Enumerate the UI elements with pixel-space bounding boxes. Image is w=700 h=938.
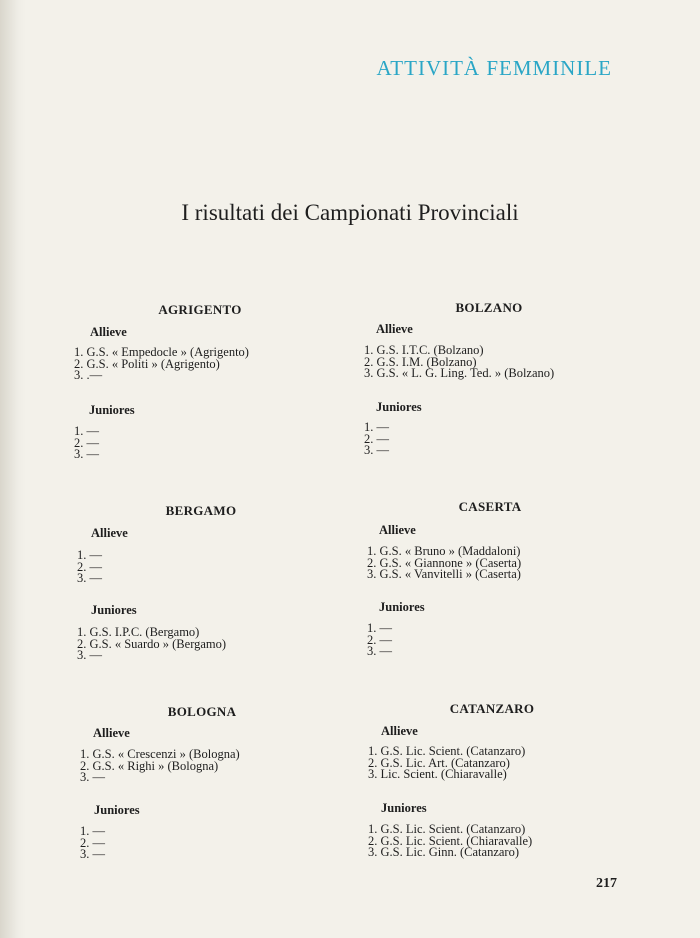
list-item: 1. G.S. I.T.C. (Bolzano)	[364, 343, 484, 357]
list-item: 2. G.S. Lic. Scient. (Chiaravalle)	[368, 833, 533, 848]
province-name: BOLZANO	[455, 300, 523, 315]
ranking-list-juniores	[80, 826, 105, 861]
category-allieve: Allieve	[379, 523, 416, 537]
category-juniores: Juniores	[376, 400, 422, 414]
list-item: 2. —	[364, 431, 389, 446]
province-name: CASERTA	[458, 499, 522, 514]
ranking-list-juniores	[77, 627, 226, 662]
province-block-agrigento	[74, 302, 368, 461]
list-item: 3. —	[77, 571, 102, 585]
ranking-list-juniores	[364, 422, 389, 457]
category-allieve: Allieve	[376, 322, 413, 336]
list-item: 1. G.S. Lic. Scient. (Catanzaro)	[368, 822, 526, 836]
province-name: CATANZARO	[449, 701, 535, 716]
list-item: 3. —	[367, 644, 392, 658]
category-juniores: Juniores	[94, 803, 140, 817]
list-item: 2. G.S. « Politi » (Agrigento)	[74, 356, 220, 371]
list-item: 3. —	[80, 770, 105, 784]
list-item: 1. G.S. « Empedocle » (Agrigento)	[74, 345, 249, 359]
ranking-list-allieve	[74, 347, 249, 382]
province-block-catanzaro	[368, 701, 662, 859]
list-item: 2. G.S. « Righi » (Bologna)	[80, 758, 219, 773]
list-item: 2. G.S. Lic. Art. (Catanzaro)	[368, 755, 510, 770]
list-item: 2. G.S. « Giannone » (Caserta)	[367, 555, 522, 570]
ranking-list-allieve	[367, 546, 521, 581]
list-item: 3. .—	[74, 368, 103, 382]
list-item: 3. Lic. Scient. (Chiaravalle)	[368, 767, 507, 781]
list-item: 2. G.S. « Suardo » (Bergamo)	[77, 636, 227, 651]
category-allieve: Allieve	[93, 726, 130, 740]
list-item: 3. G.S. Lic. Ginn. (Catanzaro)	[368, 845, 520, 859]
ranking-list-juniores	[74, 426, 99, 461]
list-item: 1. G.S. Lic. Scient. (Catanzaro)	[368, 744, 526, 758]
province-name: BERGAMO	[165, 503, 237, 518]
list-item: 2. —	[367, 632, 392, 647]
province-name: AGRIGENTO	[158, 302, 242, 317]
list-item: 1. —	[74, 424, 99, 438]
ranking-list-juniores	[367, 623, 392, 658]
list-item: 1. G.S. I.P.C. (Bergamo)	[77, 625, 200, 639]
page-number: 217	[596, 876, 617, 891]
list-item: 2. —	[74, 435, 99, 450]
list-item: 3. —	[364, 443, 389, 457]
province-block-bergamo	[77, 503, 371, 662]
list-item: 1. —	[77, 548, 102, 562]
page-title: I risultati dei Campionati Provinciali	[181, 200, 519, 225]
list-item: 1. G.S. « Crescenzi » (Bologna)	[80, 747, 240, 761]
category-allieve: Allieve	[91, 526, 128, 540]
list-item: 1. —	[367, 621, 392, 635]
province-block-caserta	[367, 499, 660, 658]
list-item: 1. G.S. « Bruno » (Maddaloni)	[367, 544, 521, 558]
list-item: 3. —	[80, 847, 105, 861]
category-juniores: Juniores	[91, 603, 137, 617]
list-item: 2. —	[77, 559, 102, 574]
province-name: BOLOGNA	[167, 704, 237, 719]
ranking-list-allieve	[364, 345, 554, 380]
province-block-bologna	[80, 704, 372, 861]
list-item: 3. —	[77, 648, 102, 662]
ranking-list-allieve	[77, 550, 102, 585]
section-title: ATTIVITÀ FEMMINILE	[376, 56, 612, 80]
province-block-bolzano	[364, 300, 659, 457]
category-juniores: Juniores	[381, 801, 427, 815]
category-allieve: Allieve	[381, 724, 418, 738]
category-juniores: Juniores	[89, 403, 135, 417]
list-item: 3. G.S. « Vanvitelli » (Caserta)	[367, 567, 521, 581]
list-item: 1. —	[364, 420, 389, 434]
list-item: 1. —	[80, 824, 105, 838]
list-item: 2. G.S. I.M. (Bolzano)	[364, 354, 477, 369]
category-allieve: Allieve	[90, 325, 127, 339]
ranking-list-juniores	[368, 824, 532, 859]
ranking-list-allieve	[368, 746, 525, 781]
ranking-list-allieve	[80, 749, 240, 784]
list-item: 3. —	[74, 447, 99, 461]
category-juniores: Juniores	[379, 600, 425, 614]
page-gutter	[0, 0, 26, 938]
list-item: 2. —	[80, 835, 105, 850]
list-item: 3. G.S. « L. G. Ling. Ted. » (Bolzano)	[364, 366, 555, 380]
